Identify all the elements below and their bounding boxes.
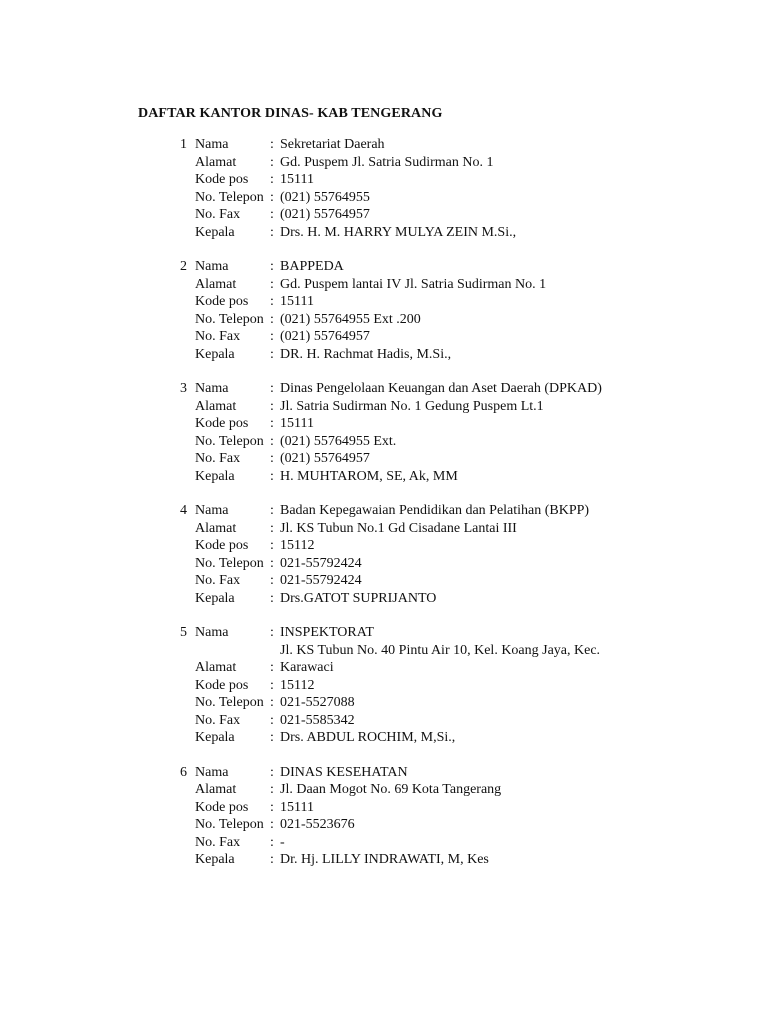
field-colon: : — [270, 677, 274, 693]
field-label: Kepala — [195, 730, 235, 745]
entry-row — [180, 555, 740, 573]
field-colon: : — [270, 137, 274, 152]
field-colon: : — [270, 311, 274, 327]
field-label: Nama — [195, 764, 229, 780]
entry-row — [180, 729, 740, 747]
field-colon: : — [270, 834, 274, 850]
field-label: Alamat — [195, 398, 237, 414]
field-value: Drs. ABDUL ROCHIM, M,Si., — [280, 730, 456, 745]
office-entry — [180, 136, 740, 241]
entry-number: 4 — [180, 503, 187, 518]
field-colon: : — [270, 433, 274, 449]
field-colon: : — [270, 555, 274, 571]
field-label: Kepala — [195, 224, 235, 240]
field-label: Alamat — [195, 520, 237, 536]
field-value: Sekretariat Daerah — [280, 137, 385, 152]
entry-number: 3 — [180, 381, 187, 396]
field-colon — [270, 642, 280, 660]
field-value: 021-5585342 — [280, 712, 355, 728]
field-colon: : — [270, 451, 274, 466]
field-label: Kode pos — [195, 538, 249, 553]
office-entry — [180, 502, 740, 607]
field-value: Jl. Satria Sudirman No. 1 Gedung Puspem Lt.1 — [280, 398, 544, 414]
entry-row — [180, 154, 740, 172]
field-value: Gd. Puspem Jl. Satria Sudirman No. 1 — [280, 154, 494, 170]
field-value: Jl. KS Tubun No.1 Gd Cisadane Lantai III — [280, 520, 517, 536]
field-label: No. Telepon — [195, 695, 264, 710]
field-label: Kode pos — [195, 172, 249, 187]
field-value: Drs.GATOT SUPRIJANTO — [280, 590, 437, 606]
field-value: (021) 55764955 — [280, 189, 370, 205]
field-colon: : — [270, 520, 274, 536]
field-colon: : — [270, 276, 274, 292]
field-value: 021-55792424 — [280, 573, 362, 588]
entry-row — [180, 398, 740, 416]
field-colon: : — [270, 764, 274, 780]
office-entry — [180, 624, 740, 747]
entry-row — [180, 346, 740, 364]
field-label: No. Telepon — [195, 311, 264, 327]
field-value: Karawaci — [280, 660, 334, 675]
field-value: Dr. Hj. LILLY INDRAWATI, M, Kes — [280, 852, 489, 867]
entry-row — [180, 816, 740, 834]
field-value: DR. H. Rachmat Hadis, M.Si., — [280, 346, 452, 362]
entry-row — [180, 311, 740, 329]
field-colon: : — [270, 799, 274, 815]
entry-row — [180, 590, 740, 608]
field-value: 15111 — [280, 416, 314, 431]
field-colon: : — [270, 695, 274, 710]
field-colon: : — [270, 224, 274, 240]
document-title: DAFTAR KANTOR DINAS- KAB TENGERANG — [138, 106, 443, 121]
entry-number: 2 — [180, 259, 187, 274]
entry-row — [180, 136, 740, 154]
field-label: Kode pos — [195, 677, 249, 693]
field-colon: : — [270, 817, 274, 832]
entry-row — [180, 433, 740, 451]
field-colon: : — [270, 852, 274, 867]
field-label: No. Telepon — [195, 189, 264, 205]
entry-row — [180, 537, 740, 555]
office-entry — [180, 764, 740, 869]
field-colon: : — [270, 381, 274, 396]
field-label: Kepala — [195, 590, 235, 606]
field-label: Kepala — [195, 852, 235, 867]
field-value: H. MUHTAROM, SE, Ak, MM — [280, 468, 458, 484]
entry-row — [180, 206, 740, 224]
field-colon: : — [270, 207, 274, 222]
field-colon: : — [270, 590, 274, 606]
entry-row — [180, 624, 740, 642]
field-value: BAPPEDA — [280, 259, 344, 274]
field-colon: : — [270, 154, 274, 170]
field-label: No. Telepon — [195, 555, 264, 571]
field-value: Gd. Puspem lantai IV Jl. Satria Sudirman No. 1 — [280, 276, 547, 292]
field-label: No. Telepon — [195, 433, 264, 449]
entry-row — [180, 293, 740, 311]
field-value: DINAS KESEHATAN — [280, 764, 408, 780]
field-colon: : — [270, 712, 274, 728]
field-label: Nama — [195, 625, 229, 640]
field-label: Nama — [195, 259, 229, 274]
field-label — [195, 642, 270, 660]
entry-row — [180, 450, 740, 468]
field-label: Kode pos — [195, 799, 249, 815]
field-colon: : — [270, 730, 274, 745]
field-label: Alamat — [195, 660, 237, 675]
field-value: Badan Kepegawaian Pendidikan dan Pelatihan (BKPP) — [280, 503, 590, 518]
field-label: Nama — [195, 503, 229, 518]
entry-row — [180, 764, 740, 782]
field-label: No. Fax — [195, 712, 241, 728]
field-label: Nama — [195, 381, 229, 396]
field-colon: : — [270, 416, 274, 431]
field-label: Nama — [195, 137, 229, 152]
entry-row — [180, 677, 740, 695]
field-colon: : — [270, 782, 274, 797]
entry-row — [180, 572, 740, 590]
field-label: Alamat — [195, 782, 237, 797]
field-colon: : — [270, 259, 274, 274]
field-value: (021) 55764957 — [280, 451, 370, 466]
field-colon: : — [270, 398, 274, 414]
field-value: 15111 — [280, 172, 314, 187]
field-colon: : — [270, 468, 274, 484]
entry-row — [180, 799, 740, 817]
entry-row — [180, 189, 740, 207]
field-colon: : — [270, 625, 274, 640]
field-colon: : — [270, 294, 274, 309]
entry-row — [180, 834, 740, 852]
field-value: Jl. Daan Mogot No. 69 Kota Tangerang — [280, 782, 502, 797]
field-value: 021-5527088 — [280, 695, 355, 710]
entry-row — [180, 502, 740, 520]
field-label: Alamat — [195, 276, 237, 292]
entry-row — [180, 380, 740, 398]
entry-row — [180, 642, 740, 660]
field-label: No. Fax — [195, 207, 241, 222]
entry-number: 6 — [180, 764, 187, 780]
field-label: Kepala — [195, 468, 235, 484]
field-value: (021) 55764957 — [280, 207, 370, 222]
field-label: No. Telepon — [195, 817, 264, 832]
entry-row — [180, 258, 740, 276]
entry-number: 5 — [180, 625, 187, 640]
entry-number: 1 — [180, 137, 187, 152]
entry-row — [180, 781, 740, 799]
office-entry — [180, 258, 740, 363]
field-label: Kode pos — [195, 416, 249, 431]
field-colon: : — [270, 172, 274, 187]
field-value: 15111 — [280, 799, 314, 815]
field-value: 15112 — [280, 538, 315, 553]
entry-row — [180, 224, 740, 242]
field-value: 15111 — [280, 294, 314, 309]
entry-row — [180, 468, 740, 486]
entry-row — [180, 712, 740, 730]
entry-row — [180, 694, 740, 712]
field-value: (021) 55764955 Ext. — [280, 433, 397, 449]
field-label: No. Fax — [195, 451, 241, 466]
field-label: Alamat — [195, 154, 237, 170]
field-value: - — [280, 834, 285, 850]
field-value: 15112 — [280, 677, 315, 693]
field-colon: : — [270, 189, 274, 205]
field-colon: : — [270, 660, 274, 675]
field-colon: : — [270, 538, 274, 553]
entry-row — [180, 520, 740, 538]
field-value: (021) 55764955 Ext .200 — [280, 311, 421, 327]
field-label: No. Fax — [195, 573, 241, 588]
field-value: 021-55792424 — [280, 555, 362, 571]
field-value: (021) 55764957 — [280, 329, 370, 344]
field-label: No. Fax — [195, 834, 241, 850]
field-colon: : — [270, 503, 274, 518]
office-entry — [180, 380, 740, 485]
entry-row — [180, 328, 740, 346]
field-value: Jl. KS Tubun No. 40 Pintu Air 10, Kel. Koang Jaya, Kec. — [280, 642, 601, 658]
entry-row — [180, 276, 740, 294]
field-colon: : — [270, 573, 274, 588]
field-label: Kepala — [195, 346, 235, 362]
field-colon: : — [270, 329, 274, 344]
field-colon: : — [270, 346, 274, 362]
entry-row — [180, 851, 740, 869]
field-label: No. Fax — [195, 329, 241, 344]
field-value: Dinas Pengelolaan Keuangan dan Aset Daerah (DPKAD) — [280, 381, 602, 396]
field-value: 021-5523676 — [280, 817, 355, 832]
entry-row — [180, 659, 740, 677]
entry-row — [180, 415, 740, 433]
office-list — [180, 136, 740, 886]
field-value: Drs. H. M. HARRY MULYA ZEIN M.Si., — [280, 224, 517, 240]
entry-row — [180, 171, 740, 189]
field-value: INSPEKTORAT — [280, 625, 374, 640]
field-label: Kode pos — [195, 294, 249, 309]
